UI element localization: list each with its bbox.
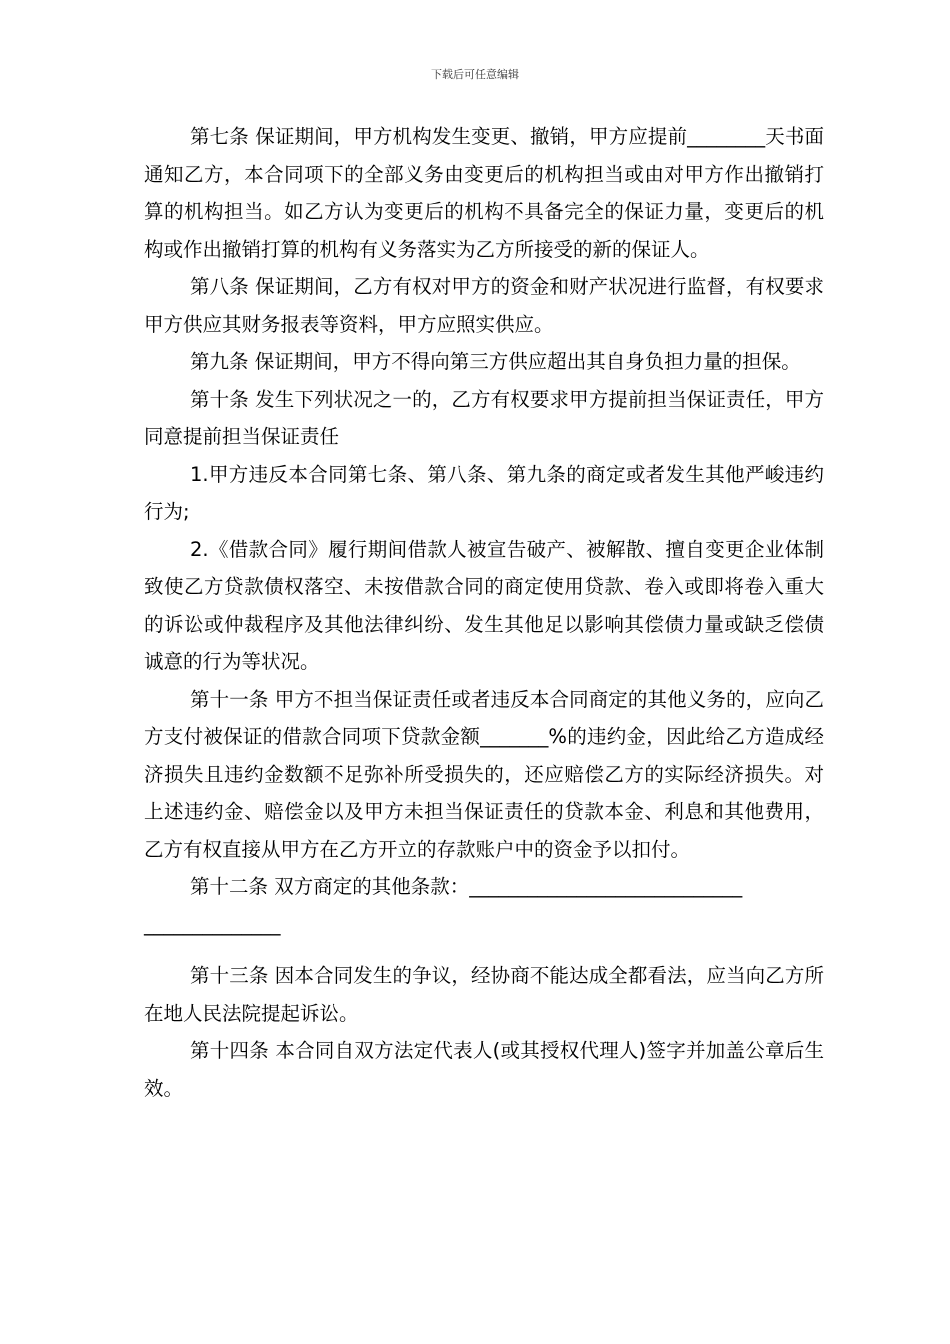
article-13: 第十三条 因本合同发生的争议，经协商不能达成全都看法，应当向乙方所在地人民法院提起诉讼。 xyxy=(144,964,824,1025)
header-note: 下载后可任意编辑 xyxy=(431,68,519,81)
document-body xyxy=(144,118,824,1107)
article-12: 第十二条 双方商定的其他条款：____________________________ xyxy=(190,875,743,898)
article-10-item-2: 2.《借款合同》履行期间借款人被宣告破产、被解散、擅自变更企业体制致使乙方贷款债权落空、未按借款合同的商定使用贷款、卷入或即将卷入重大的诉讼或仲裁程序及其他法律纠纷、发生其他足以影响其偿债力量或缺乏偿债诚意的行为等状况。 xyxy=(144,537,824,673)
article-7: 第七条 保证期间，甲方机构发生变更、撤销，甲方应提前________天书面通知乙方，本合同项下的全部义务由变更后的机构担当或由对甲方作出撤销打算的机构担当。如乙方认为变更后的机构不具备完全的保证力量，变更后的机构或作出撤销打算的机构有义务落实为乙方所接受的新的保证人。 xyxy=(144,125,824,261)
article-14: 第十四条 本合同自双方法定代表人(或其授权代理人)签字并加盖公章后生效。 xyxy=(144,1039,824,1100)
article-10: 第十条 发生下列状况之一的，乙方有权要求甲方提前担当保证责任，甲方同意提前担当保证责任 xyxy=(144,387,824,448)
article-9: 第九条 保证期间，甲方不得向第三方供应超出其自身负担力量的担保。 xyxy=(190,350,801,373)
article-10-item-1: 1.甲方违反本合同第七条、第八条、第九条的商定或者发生其他严峻违约行为; xyxy=(144,462,824,523)
article-12-blank-line: ______________ xyxy=(144,912,281,936)
article-8: 第八条 保证期间，乙方有权对甲方的资金和财产状况进行监督，有权要求甲方供应其财务报表等资料，甲方应照实供应。 xyxy=(144,275,824,336)
article-11: 第十一条 甲方不担当保证责任或者违反本合同商定的其他义务的，应向乙方支付被保证的借款合同项下贷款金额_______%的违约金，因此给乙方造成经济损失且违约金数额不足弥补所受损失的，还应赔偿乙方的实际经济损失。对上述违约金、赔偿金以及甲方未担当保证责任的贷款本金、利息和其他费用，乙方有权直接从甲方在乙方开立的存款账户中的资金予以扣付。 xyxy=(144,687,824,861)
